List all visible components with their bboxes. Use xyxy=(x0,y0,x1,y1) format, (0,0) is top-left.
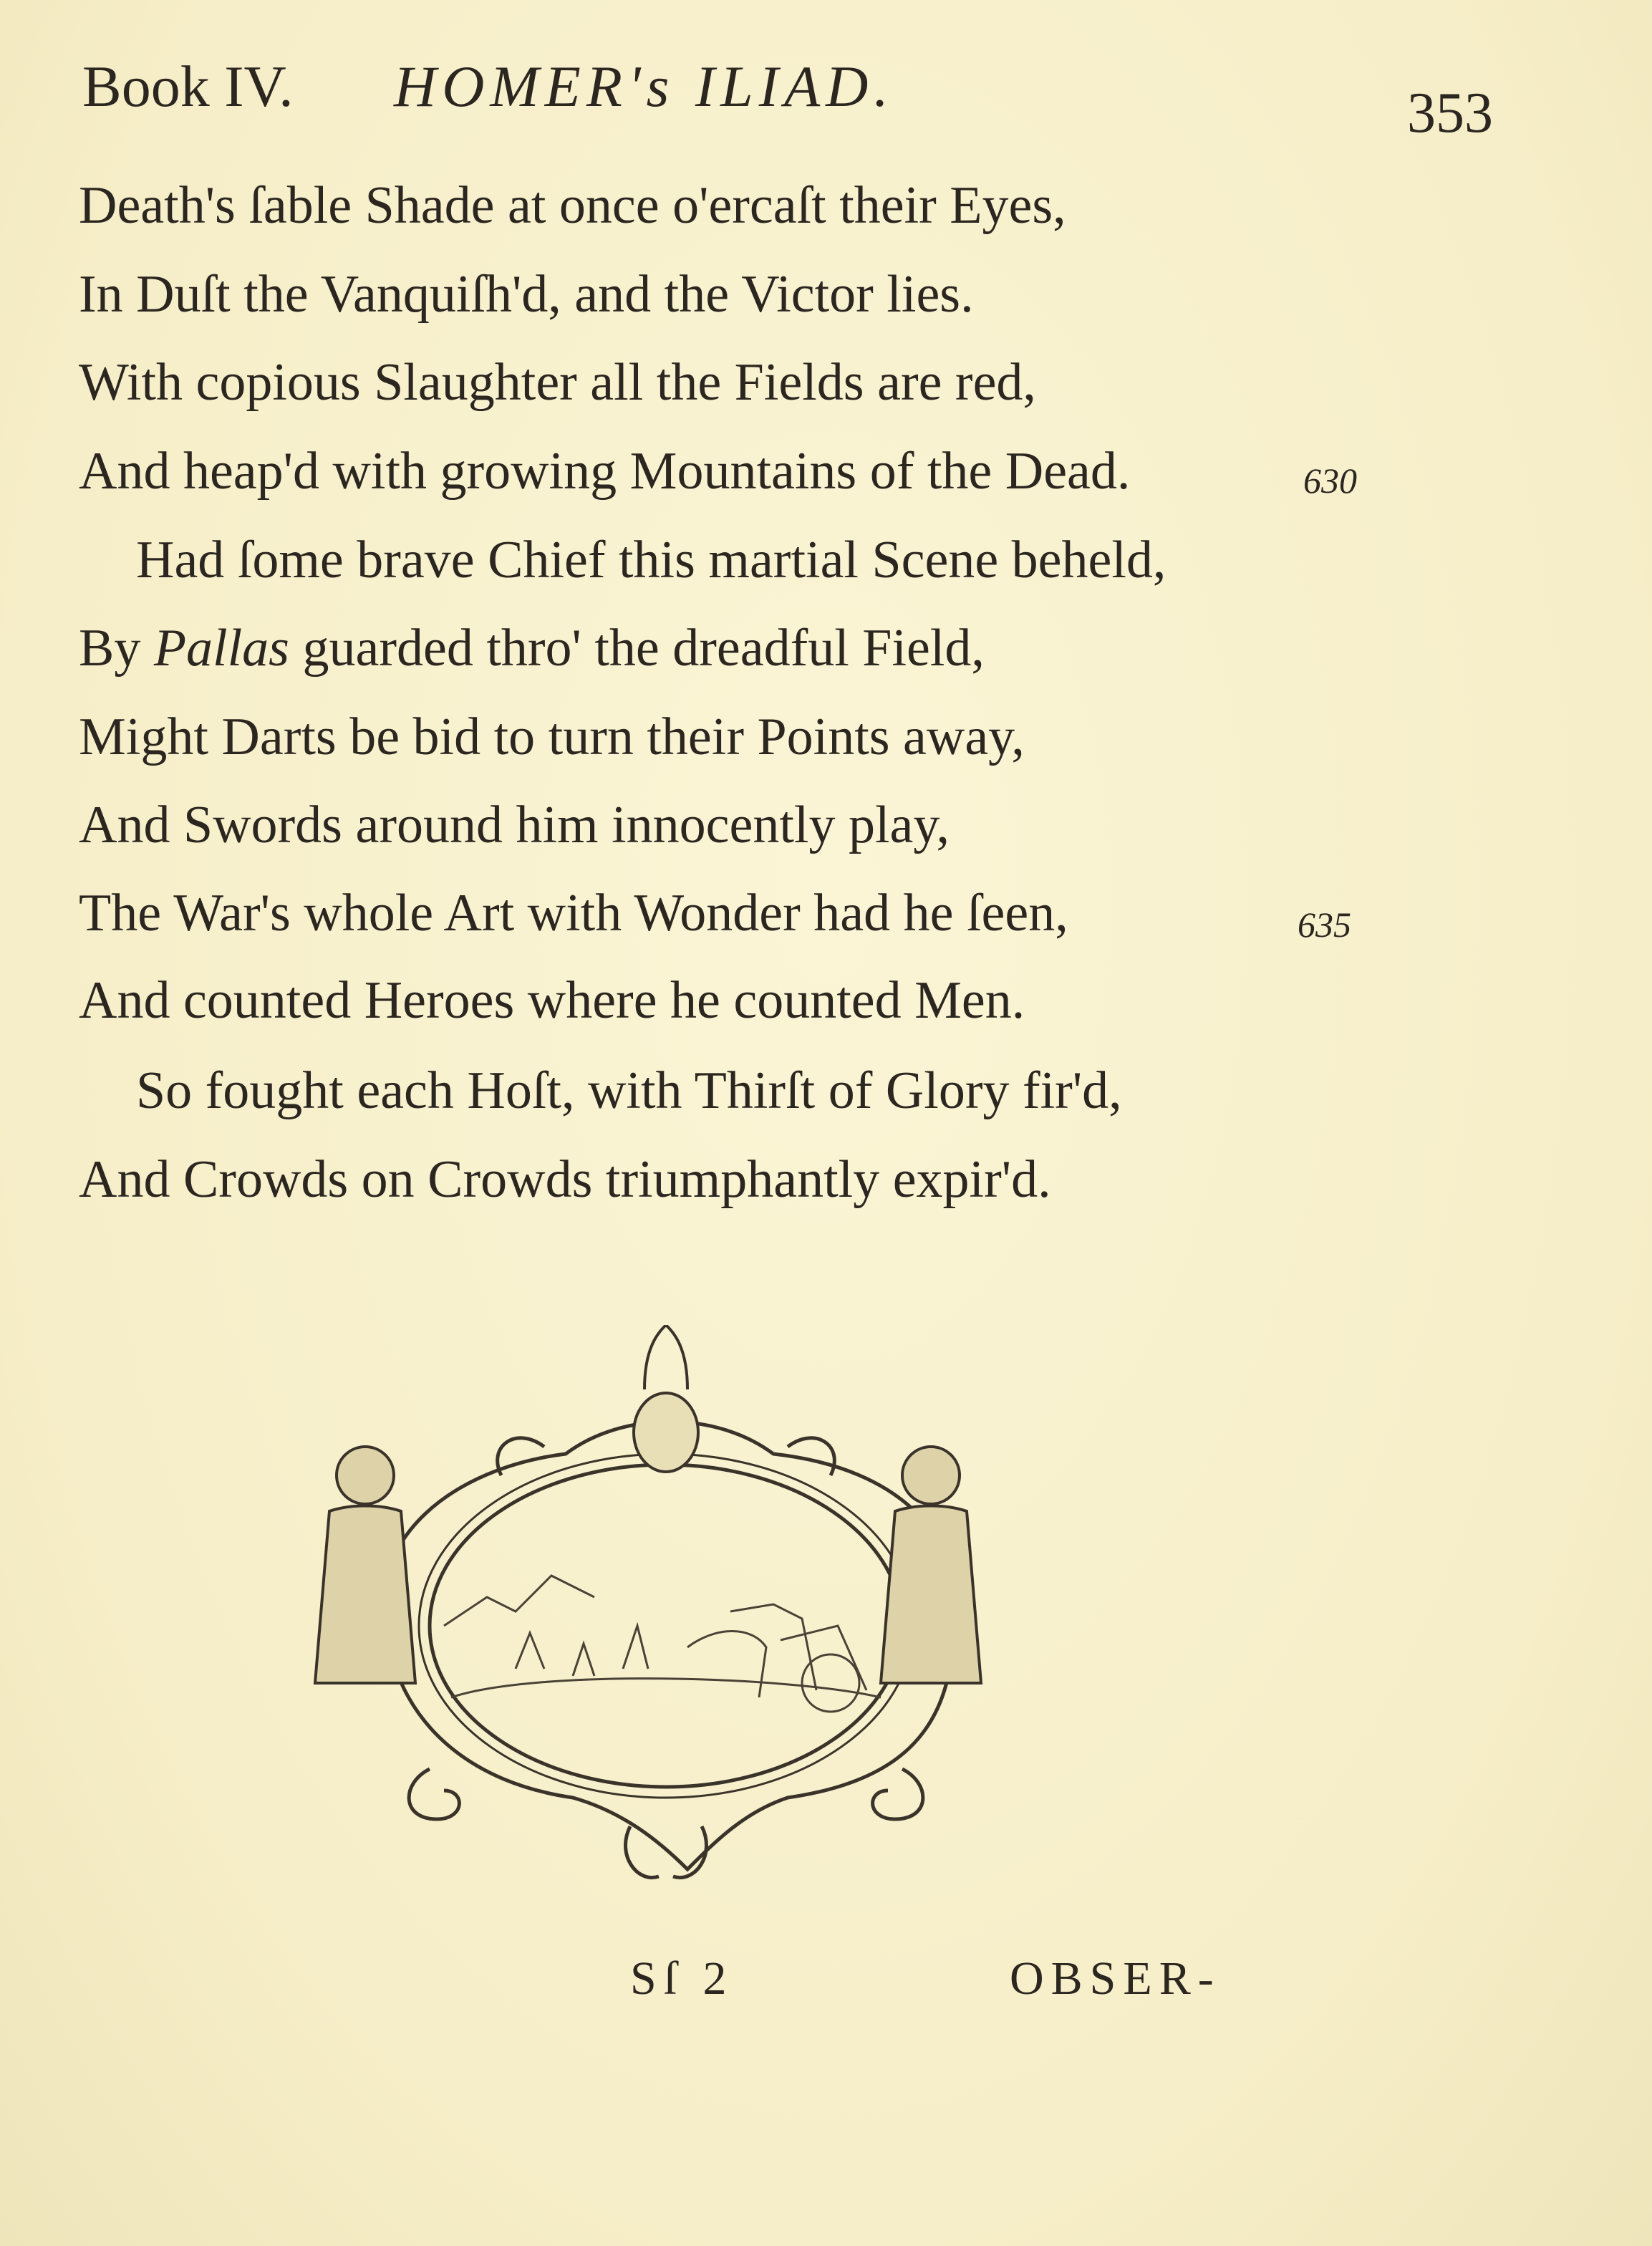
mask-head xyxy=(634,1325,698,1472)
running-head-book: Book IV. xyxy=(82,54,294,119)
verse-line: In Duſt the Vanquiſh'd, and the Victor lies. xyxy=(79,265,974,324)
caryatid-figures xyxy=(315,1447,981,1683)
battle-scene xyxy=(444,1576,881,1712)
catchword: OBSER- xyxy=(1010,1952,1221,2005)
verse-line: So fought each Hoſt, with Thirſt of Glory fir'd, xyxy=(136,1061,1122,1120)
verse-text: guarded thro' the dreadful Field, xyxy=(289,619,985,678)
verse-line: And heap'd with growing Mountains of the Dead. xyxy=(79,442,1131,501)
verse-line: With copious Slaughter all the Fields are red, xyxy=(79,353,1036,412)
engraved-vignette-illustration xyxy=(286,1325,1045,1891)
line-number: 635 xyxy=(1298,905,1351,945)
verse-italic-name: Pallas xyxy=(153,619,289,678)
verse-line: And counted Heroes where he counted Men. xyxy=(79,971,1025,1030)
verse-text: By xyxy=(79,619,154,678)
verse-line: The War's whole Art with Wonder had he ſeen, xyxy=(79,884,1068,943)
page-number: 353 xyxy=(1407,82,1493,145)
line-number: 630 xyxy=(1303,461,1357,501)
verse-line: And Crowds on Crowds triumphantly expir'd. xyxy=(79,1150,1051,1209)
verse-line: Had ſome brave Chief this martial Scene beheld, xyxy=(136,531,1166,589)
verse-line: Death's ſable Shade at once o'ercaſt their Eyes, xyxy=(79,176,1066,235)
verse-line xyxy=(79,619,985,678)
running-head-title: HOMER's ILIAD. xyxy=(394,54,894,119)
verse-line: Might Darts be bid to turn their Points away, xyxy=(79,708,1025,766)
signature-mark: Sſ 2 xyxy=(630,1952,734,2005)
verse-line: And Swords around him innocently play, xyxy=(79,796,950,854)
